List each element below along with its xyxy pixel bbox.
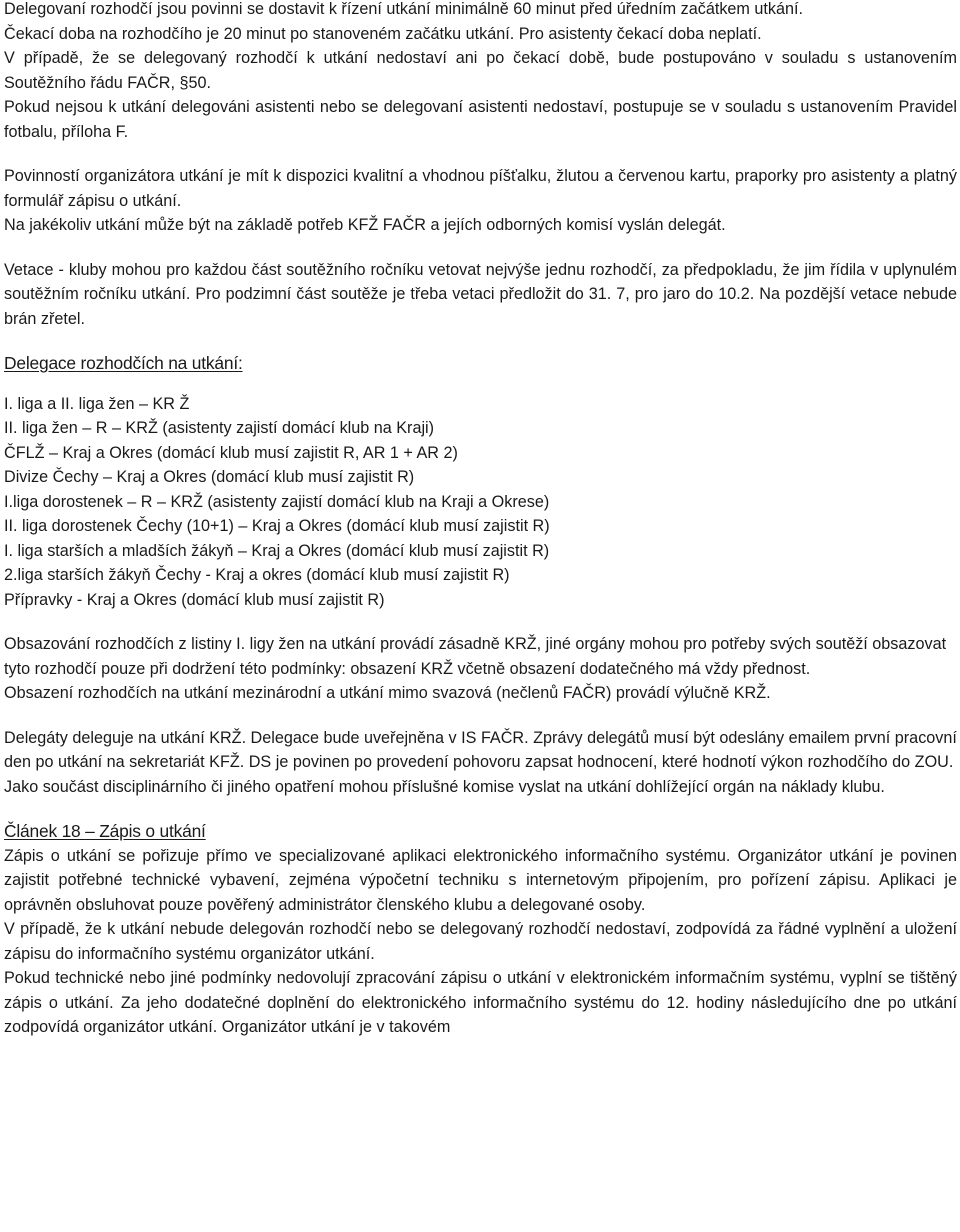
paragraph-international-matches: Obsazení rozhodčích na utkání mezinárodní a utkání mimo svazová (nečlenů FAČR) provádí výlučně KRŽ. — [4, 684, 771, 702]
list-item: I.liga dorostenek – R – KRŽ (asistenty zajistí domácí klub na Kraji a Okrese) — [4, 492, 550, 511]
list-item: Přípravky - Kraj a Okres (domácí klub musí zajistit R) — [4, 590, 385, 609]
paragraph-delegate: Na jakékoliv utkání může být na základě potřeb KFŽ FAČR a jejích odborných komisí vyslán delegát. — [4, 216, 726, 234]
paragraph-referee-absence: V případě, že se delegovaný rozhodčí k utkání nedostaví ani po čekací době, bude postupováno v souladu s ustanovením Soutěžního řádu FAČR, §50. — [4, 49, 957, 92]
list-item: I. liga starších a mladších žákyň – Kraj a Okres (domácí klub musí zajistit R) — [4, 541, 550, 560]
paragraph-organizer-duties: Povinností organizátora utkání je mít k dispozici kvalitní a vhodnou píšťalku, žlutou a červenou kartu, praporky pro asistenty a platný formulář zápisu o utkání. — [4, 167, 957, 210]
spacer — [4, 331, 957, 351]
paragraph-delegates: Delegáty deleguje na utkání KRŽ. Delegace bude uveřejněna v IS FAČR. Zprávy delegátů musí být odeslány emailem první pracovní den po utkání na sekretariát KFŽ. DS je povinen po provedení pohovoru zapsat hodnocení, které hodnotí výkon rozhodčího do ZOU. — [4, 728, 957, 771]
paragraph-supervisory-body: Jako součást disciplinárního či jiného opatření mohou příslušné komise vyslat na utkání dohlížející orgán na náklady klubu. — [4, 777, 885, 796]
section-heading-delegation: Delegace rozhodčích na utkání: — [4, 353, 243, 373]
paragraph-match-record: Zápis o utkání se pořizuje přímo ve specializované aplikaci elektronického informačního systému. Organizátor utkání je povinen zajistit potřebné technické vybavení, zejména výpočetní techniku s internetovým připojením, pro pořízení zápisu. Aplikaci je oprávněn obsluhovat pouze pověřený administrátor členského klubu a delegované osoby. — [4, 846, 957, 914]
paragraph-printed-record: Pokud technické nebo jiné podmínky nedovolují zpracování zápisu o utkání v elektronickém informačním systému, vyplní se tištěný zápis o utkání. Za jeho dodatečné doplnění do elektronického informačního systému do 12. hodiny následujícího dne po utkání zodpovídá organizátor utkání. Organizátor utkání je v takovém — [4, 969, 957, 1036]
spacer — [4, 238, 957, 258]
paragraph-record-responsibility: V případě, že k utkání nebude delegován rozhodčí nebo se delegovaný rozhodčí nedostaví, zodpovídá za řádné vyplnění a uložení zápisu do informačního systému organizátor utkání. — [4, 920, 957, 963]
spacer — [4, 376, 957, 392]
section-heading-article-18: Článek 18 – Zápis o utkání — [4, 821, 206, 841]
spacer — [4, 144, 957, 164]
list-item: ČFLŽ – Kraj a Okres (domácí klub musí zajistit R, AR 1 + AR 2) — [4, 443, 458, 462]
paragraph-waiting-time: Čekací doba na rozhodčího je 20 minut po stanoveném začátku utkání. Pro asistenty čekací doba neplatí. — [4, 24, 762, 43]
list-item: II. liga žen – R – KRŽ (asistenty zajistí domácí klub na Kraji) — [4, 419, 435, 437]
list-item: Divize Čechy – Kraj a Okres (domácí klub musí zajistit R) — [4, 468, 415, 486]
document-page — [4, 0, 957, 1040]
spacer — [4, 706, 957, 726]
paragraph-arrival-time: Delegovaní rozhodčí jsou povinni se dostavit k řízení utkání minimálně 60 minut před úředním začátkem utkání. — [4, 0, 803, 18]
delegation-list — [4, 392, 957, 613]
paragraph-league-referees: Obsazování rozhodčích z listiny I. ligy žen na utkání provádí zásadně KRŽ, jiné orgány mohou pro potřeby svých soutěží obsazovat tyto rozhodčí pouze při dodržení této podmínky: obsazení KRŽ včetně obsazení dodatečného má vždy přednost. — [4, 635, 947, 678]
list-item: 2.liga starších žákyň Čechy - Kraj a okres (domácí klub musí zajistit R) — [4, 566, 510, 584]
spacer — [4, 612, 957, 632]
list-item: II. liga dorostenek Čechy (10+1) – Kraj a Okres (domácí klub musí zajistit R) — [4, 517, 550, 535]
spacer — [4, 799, 957, 819]
paragraph-veto: Vetace - kluby mohou pro každou část soutěžního ročníku vetovat nejvýše jednu rozhodčí, za předpokladu, že jim řídila v uplynulém soutěžním ročníku utkání. Pro podzimní část soutěže je třeba vetaci předložit do 31. 7, pro jaro do 10.2. Na pozdější vetace nebude brán zřetel. — [4, 260, 957, 328]
list-item: I. liga a II. liga žen – KR Ž — [4, 394, 190, 413]
paragraph-assistants-absence: Pokud nejsou k utkání delegováni asistenti nebo se delegovaní asistenti nedostaví, postupuje se v souladu s ustanovením Pravidel fotbalu, příloha F. — [4, 98, 957, 141]
